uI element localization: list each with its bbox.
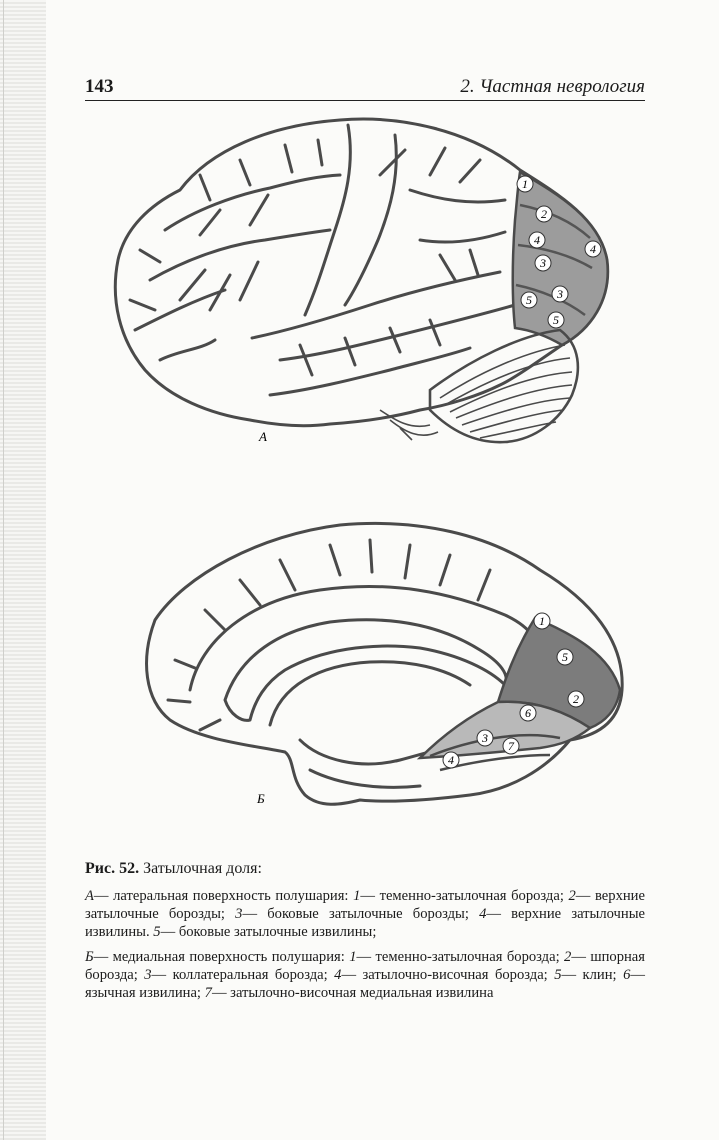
caption-panel-a-letter: А [85,888,94,904]
lateral-marker-2: 2 [541,207,547,221]
caption-panel-a [85,887,645,941]
lateral-marker-4b: 4 [590,242,596,256]
medial-marker-4: 4 [448,753,454,767]
caption-a-num: 1 [353,888,361,904]
caption-panel-b [85,948,645,1002]
medial-marker-7: 7 [508,739,514,753]
medial-marker-3: 3 [482,731,488,745]
figure-caption [85,860,645,1009]
lateral-marker-5a: 5 [526,293,532,307]
caption-b-text: — язычная извилина; [85,967,645,1001]
caption-b-num: 2 [564,949,572,965]
caption-a-num: 5 [153,924,161,940]
caption-b-text: — шпорная борозда; [85,949,645,983]
caption-b-num: 4 [334,967,342,983]
figure-label: Рис. 52. [85,860,140,877]
page-number: 143 [85,76,114,97]
caption-a-num: 4 [479,906,487,922]
caption-title [85,860,645,878]
caption-panel-b-letter: Б [85,949,94,965]
caption-b-num: 7 [204,985,212,1001]
caption-a-text: — теменно-затылочная борозда; [360,888,564,904]
caption-a-text: — боковые затылочные извилины; [160,924,377,940]
lateral-marker-5b: 5 [553,313,559,327]
caption-b-num: 6 [623,967,631,983]
caption-a-num: 3 [235,906,243,922]
lateral-marker-3a: 3 [540,256,546,270]
medial-marker-6: 6 [525,706,531,720]
figure-title: Затылочная доля: [143,860,262,877]
caption-b-text: — теменно-затылочная борозда; [356,949,560,965]
panel-b-letter: Б [257,791,265,806]
caption-b-num: 3 [144,967,152,983]
lateral-marker-1: 1 [522,177,528,191]
caption-a-text: — верхние затылочные борозды; [85,888,645,922]
panel-a-letter: А [259,429,267,444]
caption-a-text: — верхние затылочные извилины. [85,906,645,940]
caption-panel-b-intro: — медиальная поверхность полушария: [93,949,345,965]
caption-panel-a-intro: — латеральная поверхность полушария: [93,888,349,904]
caption-a-text: — боковые затылочные борозды; [242,906,469,922]
caption-b-text: — клин; [561,967,617,983]
caption-b-num: 5 [554,967,562,983]
cerebellum-drawing [380,330,578,442]
running-head: 2. Частная неврология [460,76,645,97]
caption-b-text: — коллатеральная борозда; [151,967,328,983]
caption-b-num: 1 [349,949,357,965]
caption-b-text: — затылочно-височная борозда; [341,967,548,983]
lateral-marker-3b: 3 [557,287,563,301]
lateral-marker-4a: 4 [534,233,540,247]
medial-marker-5: 5 [562,650,568,664]
medial-marker-1: 1 [539,614,545,628]
caption-b-text: — затылочно-височная медиальная извилина [211,985,494,1001]
caption-a-num: 2 [568,888,576,904]
medial-marker-2: 2 [573,692,579,706]
